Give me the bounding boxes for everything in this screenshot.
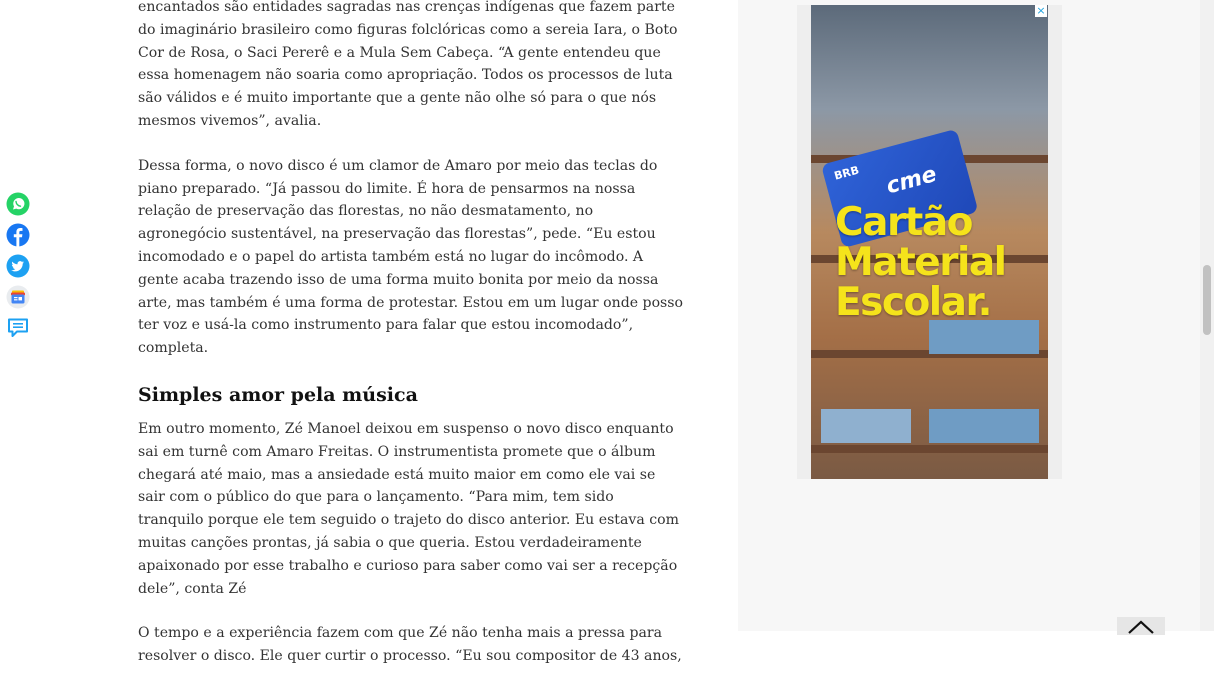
ad-headline (835, 200, 1006, 325)
card-logo-text: cme (883, 161, 940, 200)
article-paragraph: Dessa forma, o novo disco é um clamor de Amaro por meio das teclas do piano preparado. “Já passou do limite. É hora de pensarmos na nossa relação de preservação das florestas, no não desmatamento, no agronegócio sustentável, na preservação das florestas”, pede. “Eu estou incomodado e o papel do artista também está no lugar do incômodo. A gente acaba trazendo isso de uma forma muito bonita por meio da nossa arte, mas também é uma forma de protestar. Estou em um lugar onde posso ter voz e usá-la como instrumento para falar que estou incomodado”, completa. (138, 157, 684, 357)
twitter-icon[interactable] (6, 254, 30, 278)
google-news-icon[interactable] (6, 285, 30, 309)
ad-headline-line: Cartão (835, 200, 972, 245)
share-bar (6, 192, 30, 340)
whatsapp-icon[interactable] (6, 192, 30, 216)
card-brand-text: BRB (832, 163, 861, 183)
shelf-decoration (811, 445, 1048, 453)
article-body (138, 0, 683, 690)
books-decoration (821, 409, 911, 443)
ad-close-button[interactable]: × (1036, 5, 1046, 17)
article-paragraph: encantados são entidades sagradas nas crenças indígenas que fazem parte do imaginário brasileiro como figuras folclóricas como a sereia Iara, o Boto Cor de Rosa, o Saci Pererê e a Mula Sem Cabeça. “A gente entendeu que essa homenagem não soaria como apropriação. Todos os processos de luta são válidos e é muito importante que a gente não olhe só para o que nós mesmos vivemos”, avalia. (138, 0, 678, 129)
chevron-up-icon (1117, 617, 1165, 635)
article-paragraph: O tempo e a experiência fazem com que Zé não tenha mais a pressa para resolver o disco. Ele quer curtir o processo. “Eu sou compositor de 43 anos, (138, 625, 682, 665)
comments-icon[interactable] (6, 316, 30, 340)
ad-headline-line: Escolar. (835, 280, 991, 325)
advertisement[interactable] (797, 5, 1062, 479)
ad-banner-image[interactable] (811, 5, 1048, 479)
books-decoration (929, 320, 1039, 354)
ad-headline-line: Material (835, 240, 1006, 285)
section-subheading: Simples amor pela música (138, 383, 418, 406)
scrollbar-thumb[interactable] (1203, 265, 1211, 335)
facebook-icon[interactable] (6, 223, 30, 247)
back-to-top-button[interactable] (1117, 617, 1165, 635)
article-paragraph: Em outro momento, Zé Manoel deixou em suspenso o novo disco enquanto sai em turnê com Amaro Freitas. O instrumentista promete que o álbum chegará até maio, mas a ansiedade está muito maior em como ele vai se sair com o público do que para o lançamento. “Para mim, tem sido tranquilo porque ele tem seguido o trajeto do disco anterior. Eu estava com muitas canções prontas, já sabia o que queria. Estou verdadeiramente apaixonado por esse trabalho e curioso para saber como vai ser a recepção dele”, conta Zé (138, 420, 679, 597)
books-decoration (929, 409, 1039, 443)
scrollbar[interactable] (1200, 0, 1214, 631)
